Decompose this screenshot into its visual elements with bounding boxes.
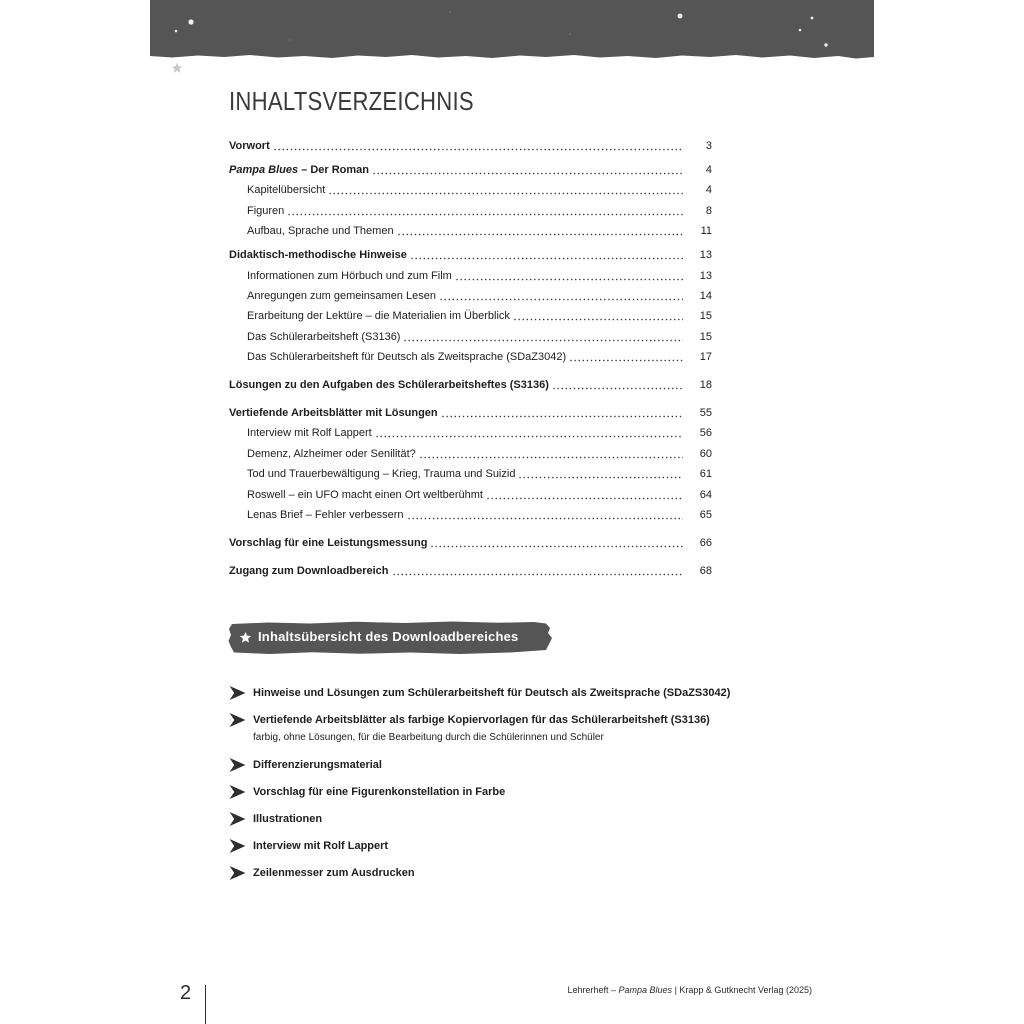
toc-entry-title: Vorwort — [229, 140, 270, 152]
download-item — [229, 711, 869, 747]
toc-leader — [419, 444, 683, 464]
footer-credit-title: Pampa Blues — [618, 985, 673, 995]
toc-leader — [403, 327, 683, 347]
download-item-title: Interview mit Rolf Lappert — [253, 840, 389, 852]
arrow-right-icon — [229, 812, 246, 826]
toc-leader — [410, 245, 683, 265]
toc-page-number: 15 — [699, 310, 712, 323]
toc-group — [229, 403, 712, 525]
toc-page-number: 3 — [705, 140, 712, 152]
footer-divider — [205, 985, 206, 1024]
toc-leader — [518, 464, 683, 484]
toc-subentry — [229, 221, 712, 241]
toc-subentry — [229, 266, 712, 286]
download-item-title: Zeilenmesser zum Ausdrucken — [253, 867, 415, 879]
toc-entry-title: Kapitelübersicht — [247, 184, 326, 197]
toc-page-number: 14 — [699, 289, 712, 302]
toc-entry-title: Interview mit Rolf Lappert — [247, 427, 372, 440]
footer-page-number: 2 — [180, 982, 192, 1004]
toc-leader — [513, 306, 683, 326]
download-item — [229, 783, 869, 801]
toc-entry-title: Didaktisch-methodische Hinweise — [229, 249, 407, 262]
toc-leader — [392, 561, 683, 581]
download-list — [229, 684, 869, 891]
toc-page-number: 68 — [699, 564, 712, 577]
toc-entry-title: Anregungen zum gemeinsamen Lesen — [247, 289, 436, 302]
toc-entry-title: Tod und Trauerbewältigung – Krieg, Trauma und Suizid — [247, 468, 516, 481]
toc-entry — [229, 403, 712, 423]
header-banner — [150, 0, 874, 62]
toc-leader — [441, 403, 683, 423]
toc-subentry — [229, 505, 712, 525]
toc-entry-title: Informationen zum Hörbuch und zum Film — [247, 269, 452, 282]
download-item — [229, 756, 869, 774]
toc-entry-title-italic: Pampa Blues — [229, 163, 299, 176]
toc-entry-title: Vorschlag für eine Leistungsmessung — [229, 537, 428, 549]
toc-page-number: 4 — [705, 163, 712, 176]
toc-entry-title: Aufbau, Sprache und Themen — [247, 225, 394, 238]
toc-entry — [229, 561, 712, 581]
toc-entry-title: Lösungen zu den Aufgaben des Schülerarbeitsheftes (S3136) — [229, 379, 549, 392]
toc-page-number: 4 — [705, 184, 712, 197]
toc-group — [229, 245, 712, 367]
download-item — [229, 864, 869, 882]
toc-leader — [372, 160, 683, 180]
download-item-title: Vorschlag für eine Figurenkonstellation in Farbe — [253, 786, 506, 798]
toc-leader — [287, 201, 683, 221]
toc-page-number: 65 — [699, 509, 712, 522]
toc-subentry — [229, 327, 712, 347]
toc-group — [229, 136, 712, 156]
toc-page-number: 17 — [699, 351, 712, 364]
toc-leader — [375, 423, 683, 443]
toc-page-number: 11 — [700, 225, 712, 238]
arrow-right-icon — [229, 866, 246, 880]
arrow-right-icon — [229, 839, 246, 853]
toc-subentry — [229, 306, 712, 326]
toc-subentry — [229, 423, 712, 443]
star-icon — [171, 62, 183, 74]
star-icon — [239, 631, 252, 644]
download-item — [229, 837, 869, 855]
toc-entry-title: Das Schülerarbeitsheft (S3136) — [247, 330, 401, 343]
toc-page-number: 55 — [699, 407, 712, 420]
toc-leader — [455, 266, 683, 286]
toc-page-number: 66 — [699, 537, 712, 549]
toc-page-number: 56 — [699, 427, 712, 440]
toc-group — [229, 375, 712, 395]
toc-page-number: 13 — [699, 249, 712, 262]
arrow-right-icon — [229, 686, 246, 700]
toc-leader — [273, 136, 683, 156]
toc-subentry — [229, 286, 712, 306]
toc-group — [229, 533, 712, 553]
toc-page-number: 18 — [699, 379, 712, 392]
page-title: INHALTSVERZEICHNIS — [229, 86, 474, 116]
toc-subentry — [229, 180, 712, 200]
toc-subentry — [229, 444, 712, 464]
download-item-title: Differenzierungsmaterial — [253, 759, 382, 771]
toc-page-number: 64 — [699, 488, 712, 501]
toc-entry — [229, 533, 712, 553]
toc-subentry — [229, 485, 712, 505]
toc-subentry — [229, 464, 712, 484]
download-item-title: Hinweise und Lösungen zum Schülerarbeitsheft für Deutsch als Zweitsprache (SDaZS3042) — [253, 687, 731, 699]
footer-credit-prefix: Lehrerheft – — [567, 985, 617, 995]
toc-entry — [229, 245, 712, 265]
toc-entry — [229, 375, 712, 395]
toc-page-number: 15 — [699, 330, 712, 343]
toc-leader — [569, 347, 683, 367]
download-item — [229, 684, 869, 702]
toc-entry-title: Das Schülerarbeitsheft für Deutsch als Zweitsprache (SDaZ3042) — [247, 351, 567, 364]
table-of-contents — [229, 136, 712, 581]
toc-entry — [229, 136, 712, 156]
arrow-right-icon — [229, 758, 246, 772]
toc-entry-title: Zugang zum Downloadbereich — [229, 564, 389, 577]
toc-entry-title-rest: – Der Roman — [301, 163, 370, 176]
toc-entry-title: Vertiefende Arbeitsblätter mit Lösungen — [229, 407, 438, 420]
toc-group — [229, 561, 712, 581]
toc-leader — [328, 180, 683, 200]
toc-page-number: 61 — [699, 468, 712, 481]
toc-entry-title: Roswell – ein UFO macht einen Ort weltberühmt — [247, 488, 483, 501]
footer-credit-publisher: | Krapp & Gutknecht Verlag (2025) — [674, 985, 812, 995]
toc-page-number: 60 — [699, 447, 712, 460]
toc-entry — [229, 160, 712, 180]
toc-page-number: 8 — [705, 204, 712, 217]
toc-leader — [486, 485, 683, 505]
toc-leader — [430, 533, 683, 553]
toc-leader — [439, 286, 683, 306]
download-heading: Inhaltsübersicht des Downloadbereiches — [258, 629, 519, 644]
toc-entry-title: Erarbeitung der Lektüre – die Materialien im Überblick — [247, 310, 510, 323]
download-item-title: Illustrationen — [253, 813, 323, 825]
toc-leader — [397, 221, 683, 241]
toc-entry-title: Demenz, Alzheimer oder Senilität? — [247, 447, 416, 460]
toc-subentry — [229, 347, 712, 367]
footer-credit — [567, 984, 812, 996]
toc-entry-title: Lenas Brief – Fehler verbessern — [247, 509, 404, 522]
toc-subentry — [229, 201, 712, 221]
toc-entry-title — [229, 160, 369, 180]
download-item — [229, 810, 869, 828]
toc-entry-title: Figuren — [247, 204, 285, 217]
arrow-right-icon — [229, 785, 246, 799]
toc-leader — [407, 505, 683, 525]
arrow-right-icon — [229, 713, 246, 727]
download-item-title: Vertiefende Arbeitsblätter als farbige Kopiervorlagen für das Schülerarbeitsheft (S3136) — [253, 714, 710, 726]
toc-group — [229, 160, 712, 242]
toc-page-number: 13 — [699, 269, 712, 282]
toc-leader — [552, 375, 683, 395]
download-item-note: farbig, ohne Lösungen, für die Bearbeitung durch die Schülerinnen und Schüler — [253, 732, 604, 743]
